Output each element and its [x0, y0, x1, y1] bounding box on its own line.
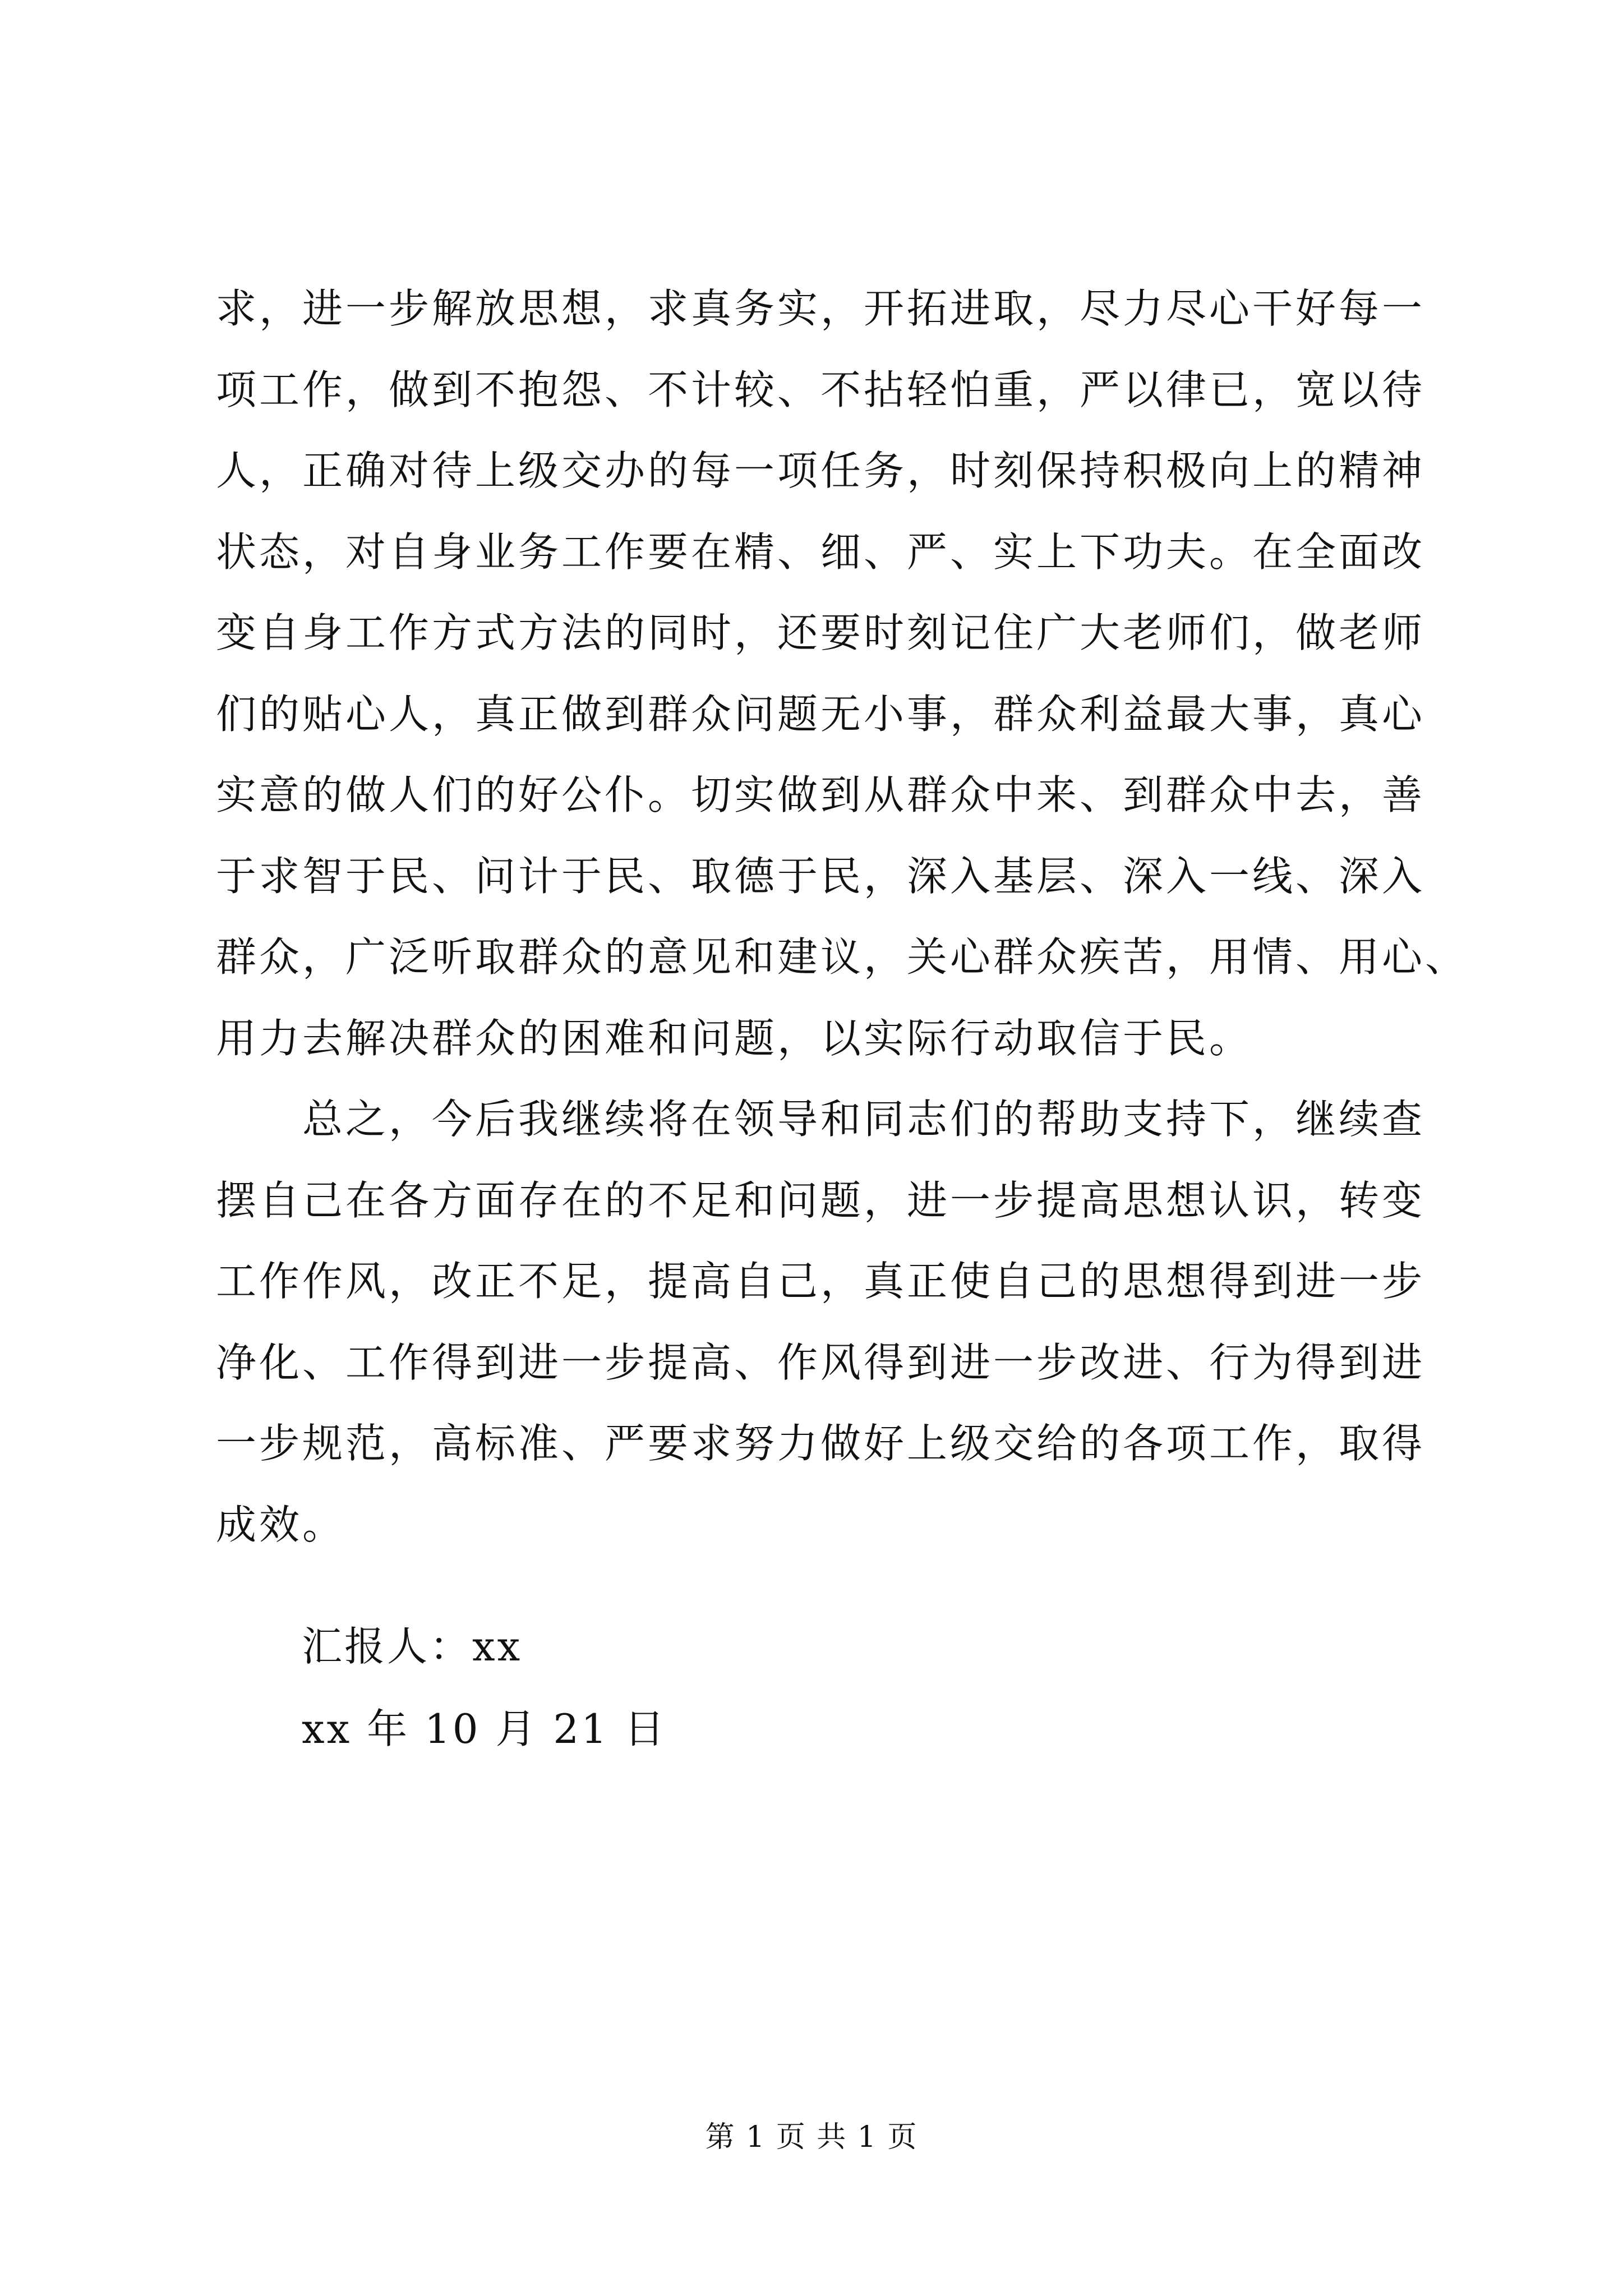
text-line: 状态，对自身业务工作要在精、细、严、实上下功夫。在全面改	[216, 528, 1426, 576]
text-line: 一步规范，高标准、严要求努力做好上级交给的各项工作，取得	[216, 1420, 1426, 1467]
signature-block	[302, 1605, 667, 1770]
page-footer	[0, 2118, 1623, 2157]
text-line: 群众，广泛听取群众的意见和建议，关心群众疾苦，用情、用心、	[216, 933, 1469, 981]
document-body	[216, 268, 1469, 1565]
text-line: 于求智于民、问计于民、取德于民，深入基层、深入一线、深入	[216, 852, 1426, 900]
text-line: 摆自己在各方面存在的不足和问题，进一步提高思想认识，转变	[216, 1176, 1426, 1224]
text-line: 总之，今后我继续将在领导和同志们的帮助支持下，继续查	[302, 1096, 1426, 1143]
text-line: 成效。	[216, 1501, 346, 1548]
report-date: xx 年 10 月 21 日	[302, 1705, 667, 1752]
text-line: 变自身工作方式方法的同时，还要时刻记住广大老师们，做老师	[216, 609, 1426, 656]
text-line: 人，正确对待上级交办的每一项任务，时刻保持积极向上的精神	[216, 447, 1426, 494]
paragraph	[216, 1079, 1426, 1565]
page-number: 第 1 页 共 1 页	[705, 2120, 918, 2154]
text-line: 用力去解决群众的困难和问题，以实际行动取信于民。	[216, 1014, 1253, 1062]
text-line: 求，进一步解放思想，求真务实，开拓进取，尽力尽心干好每一	[216, 285, 1426, 332]
text-line: 工作作风，改正不足，提高自己，真正使自己的思想得到进一步	[216, 1258, 1426, 1305]
paragraph	[216, 268, 1469, 1079]
text-line: 净化、工作得到进一步提高、作风得到进一步改进、行为得到进	[216, 1338, 1426, 1386]
text-line: 们的贴心人，真正做到群众问题无小事，群众利益最大事，真心	[216, 690, 1426, 738]
text-line: 实意的做人们的好公仆。切实做到从群众中来、到群众中去，善	[216, 771, 1426, 818]
text-line: 项工作，做到不抱怨、不计较、不拈轻怕重，严以律已，宽以待	[216, 366, 1426, 413]
reporter-name: 汇报人：xx	[302, 1623, 523, 1670]
